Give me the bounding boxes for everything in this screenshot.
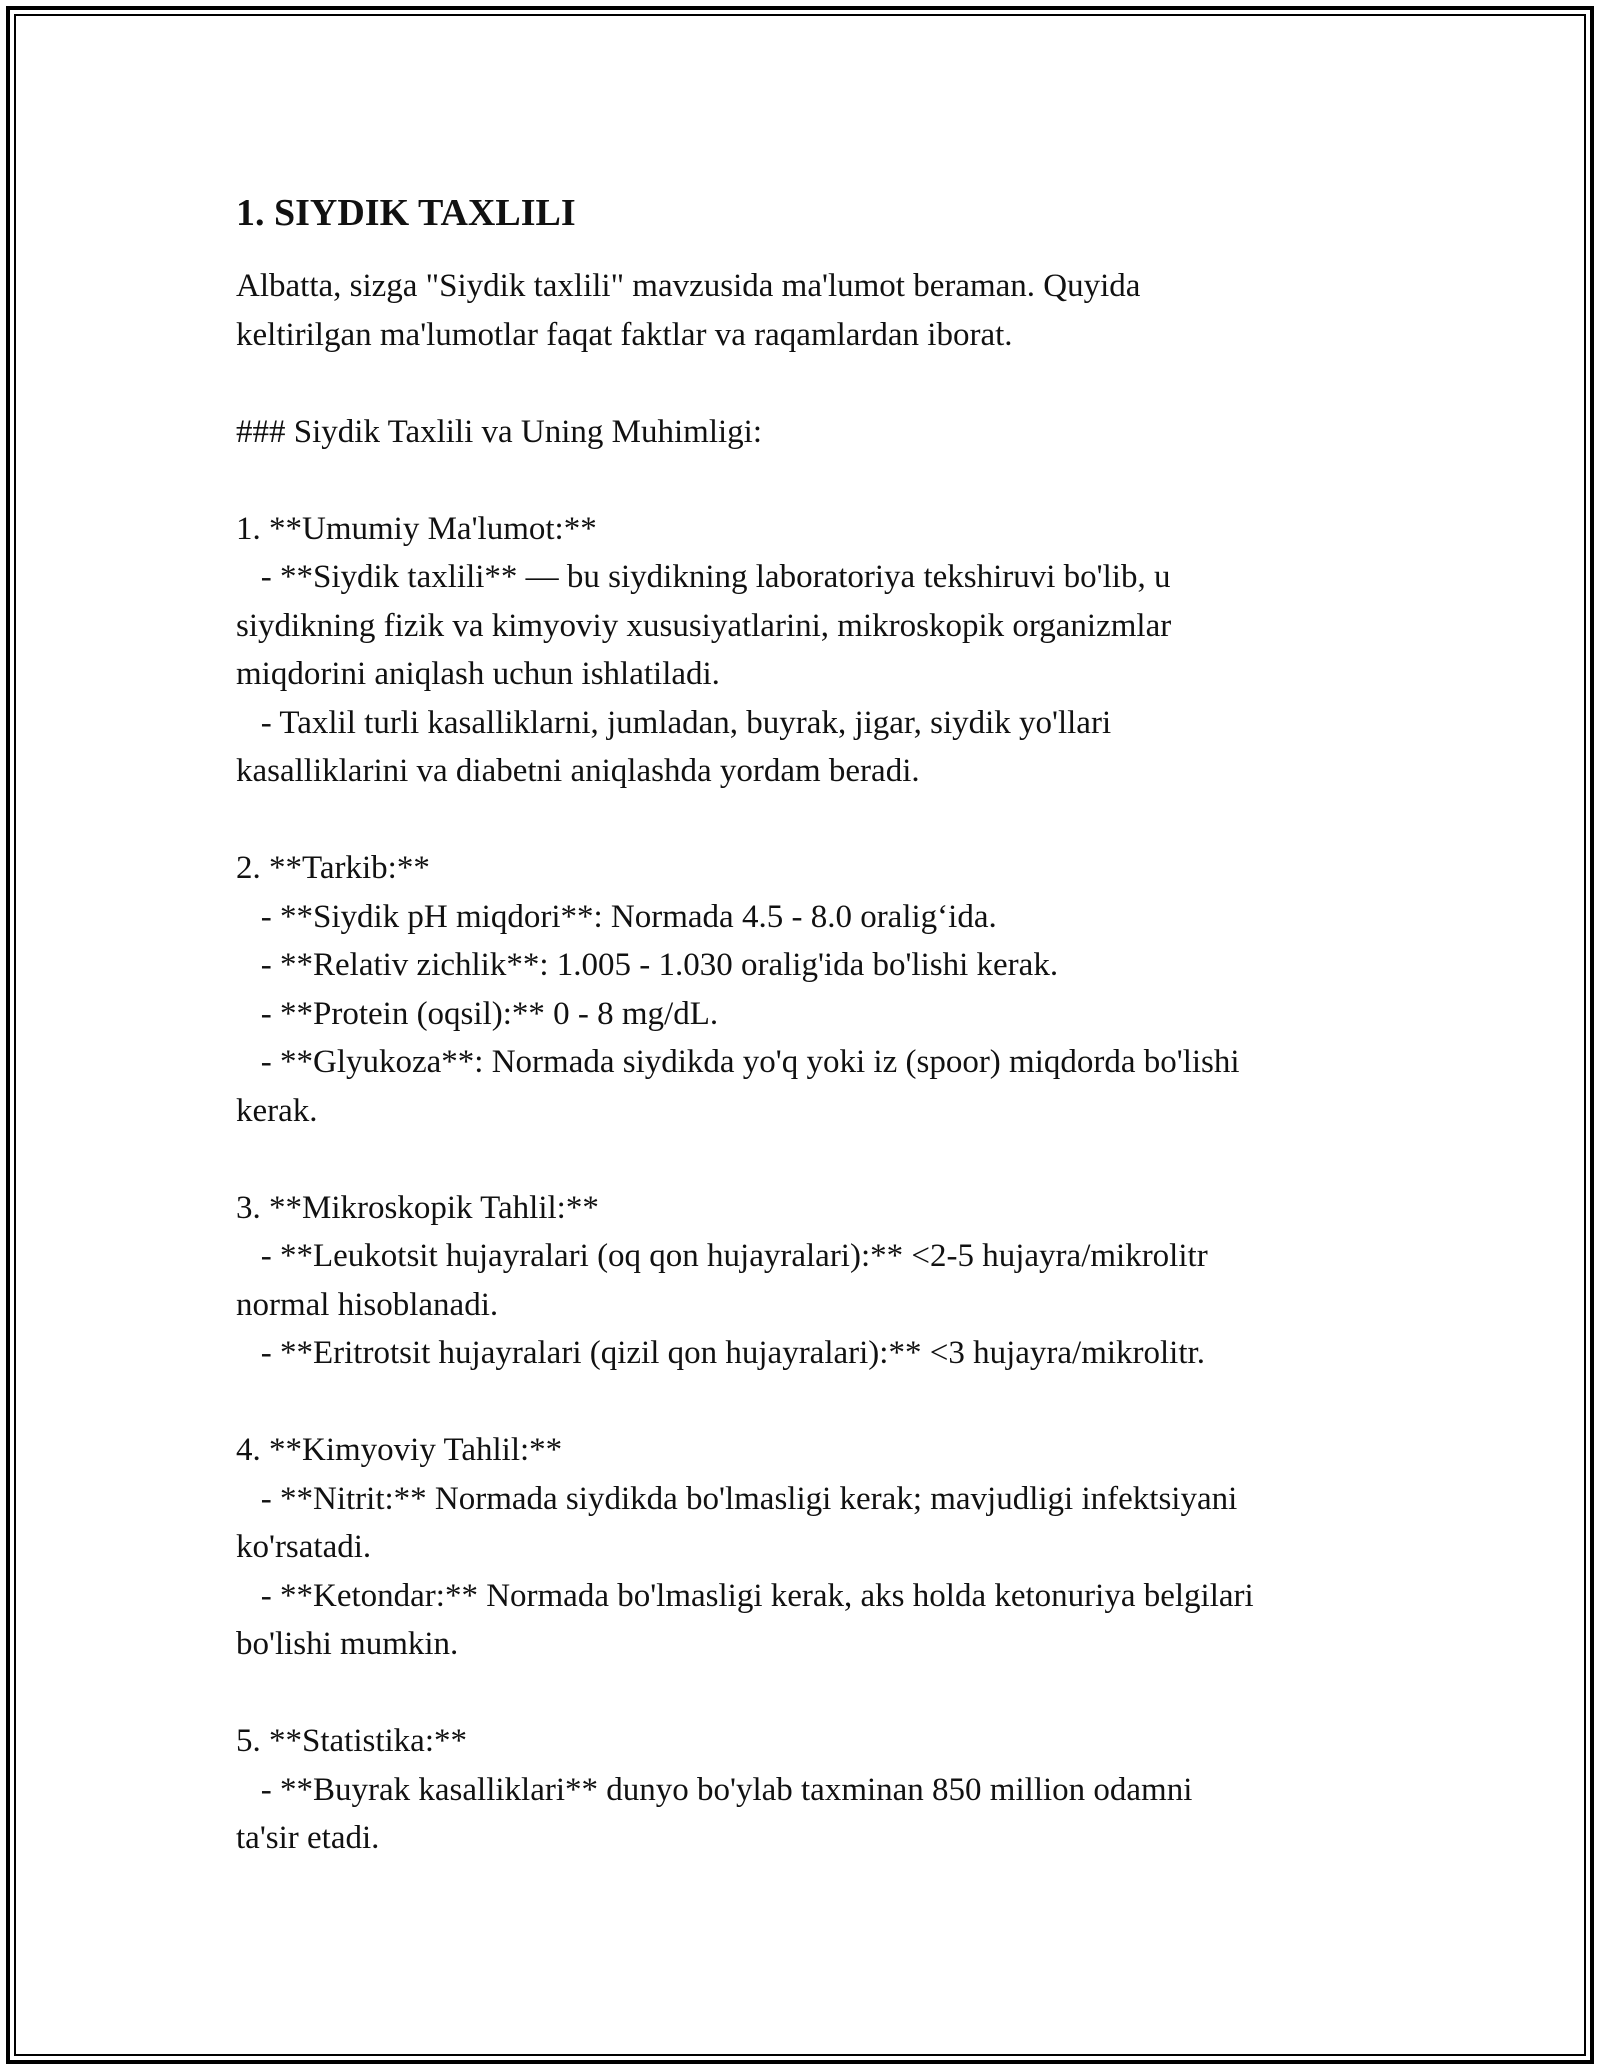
text-line: 1. **Umumiy Ma'lumot:** — [236, 510, 597, 547]
text-line: - **Protein (oqsil):** 0 - 8 mg/dL. — [236, 995, 719, 1032]
text-line: 3. **Mikroskopik Tahlil:** — [236, 1189, 599, 1226]
text-line: miqdorini aniqlash uchun ishlatiladi. — [236, 656, 720, 692]
blank-line — [236, 796, 1386, 845]
text-line: 5. **Statistika:** — [236, 1723, 467, 1759]
blank-line — [236, 456, 1386, 505]
text-line: - **Ketondar:** Normada bo'lmasligi kerak, aks holda ketonuriya belgilari — [236, 1577, 1254, 1614]
text-line: ### Siydik Taxlili va Uning Muhimligi: — [236, 413, 763, 450]
blank-line — [236, 359, 1386, 408]
blank-line — [236, 1135, 1386, 1184]
blank-line — [236, 1378, 1386, 1427]
text-line: - Taxlil turli kasalliklarni, jumladan, buyrak, jigar, siydik yo'llari — [236, 704, 1112, 741]
document-title: 1. SIYDIK TAXLILI — [236, 192, 576, 234]
text-line: 4. **Kimyoviy Tahlil:** — [236, 1432, 563, 1468]
text-line: - **Eritrotsit hujayralari (qizil qon hujayralari):** <3 hujayra/mikrolitr. — [236, 1335, 1205, 1371]
text-line: 2. **Tarkib:** — [236, 850, 430, 886]
text-line: kerak. — [236, 1092, 318, 1129]
text-line: normal hisoblanadi. — [236, 1286, 499, 1323]
text-line: keltirilgan ma'lumotlar faqat faktlar va raqamlardan iborat. — [236, 316, 1013, 353]
document-text — [236, 262, 1386, 1863]
text-line: - **Relativ zichlik**: 1.005 - 1.030 oralig'ida bo'lishi kerak. — [236, 947, 1059, 983]
text-line: - **Siydik pH miqdori**: Normada 4.5 - 8.0 oralig‘ida. — [236, 898, 997, 935]
text-line: siydikning fizik va kimyoviy xususiyatlarini, mikroskopik organizmlar — [236, 607, 1172, 644]
text-line: - **Leukotsit hujayralari (oq qon hujayralari):** <2-5 hujayra/mikrolitr — [236, 1238, 1208, 1274]
text-line: ko'rsatadi. — [236, 1529, 372, 1565]
text-line: - **Nitrit:** Normada siydikda bo'lmasligi kerak; mavjudligi infektsiyani — [236, 1480, 1238, 1517]
text-line: - **Glyukoza**: Normada siydikda yo'q yoki iz (spoor) miqdorda bo'lishi — [236, 1044, 1240, 1080]
blank-line — [236, 1669, 1386, 1718]
document-body — [236, 188, 1386, 1863]
text-line: ta'sir etadi. — [236, 1820, 380, 1856]
text-line: kasalliklarini va diabetni aniqlashda yordam beradi. — [236, 753, 920, 789]
text-line: - **Siydik taxlili** — bu siydikning laboratoriya tekshiruvi bo'lib, u — [236, 559, 1171, 595]
text-line: Albatta, sizga "Siydik taxlili" mavzusida ma'lumot beraman. Quyida — [236, 268, 1141, 304]
text-line: bo'lishi mumkin. — [236, 1626, 459, 1662]
text-line: - **Buyrak kasalliklari** dunyo bo'ylab taxminan 850 million odamni — [236, 1771, 1193, 1808]
